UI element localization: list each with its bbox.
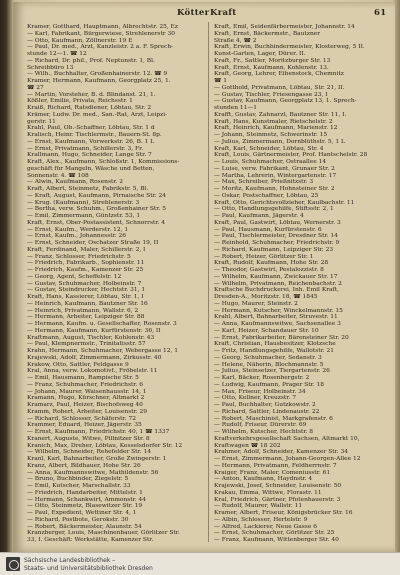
directory-entry-line: Krajewski, Josef, Schneider, Louisenstr. 50: [214, 483, 342, 489]
directory-entry-line: — Wilhelm, Kutscher, Hechtstr. 8: [214, 429, 314, 435]
directory-entry-line: Kunst-Garten, Lager, Dürer. II.: [214, 51, 306, 57]
directory-entry-line: — Robert, Heizer, Görlitzer Str. 1: [214, 253, 314, 260]
directory-entry-line: — Franz, Schuhmacher, Friedrichstr. 6: [27, 381, 144, 388]
footer-line-1: Sächsische Landesbibliothek –: [24, 557, 116, 564]
directory-entry-line: — Ernst, Kaufm., Werderstr. 12, 1: [27, 226, 129, 233]
directory-entry-line: Kral, Anna, verw. Lokomotivf., Fröbelstr. 11: [27, 368, 158, 375]
directory-entry-line: — Max, Schreiber, Prießnitzstr. 3: [214, 179, 314, 186]
directory-entry-line: — Ernst, Schneider, Oschatzer Straße 19, II: [27, 240, 159, 246]
directory-entry-line: — Richard, Dr. phil., Prof. Neptunstr. 1, Bl.: [27, 57, 155, 64]
directory-entry-line: Kramarz, Paul, Heizer, Bischofsweg 40: [27, 402, 143, 408]
directory-entry-line: — Richard, Kaufmann, Leipziger Str. 23: [214, 246, 334, 253]
directory-entry-line: Kranzberger, Louis, Maschinenbauer, Görlitzer Str.: [27, 530, 180, 537]
directory-entry-line: — Otto, Kellner, Kreuzstr. 7: [214, 395, 296, 402]
directory-entry-line: — Anton, Kaufmann, Haydnstr. 4: [214, 476, 313, 483]
directory-entry-line: gerstr. 11: [27, 118, 56, 125]
directory-entry-line: Kraft, Karl, Schneider, Löbtau, Str. 4: [214, 145, 324, 152]
directory-entry-line: stunde 12—1. ☎ 12: [27, 51, 87, 57]
directory-entry-line: — Anna, Kaufmannswitwe, Mathildenstr. 56: [27, 469, 159, 476]
directory-entry-line: Kraft, Rudolf, Kaufmann, Hohe Str. 28: [214, 260, 329, 267]
directory-entry-line: — Richard, Schlosser, Schäferstr. 72: [27, 415, 136, 422]
directory-entry-line: — Hermann, Schankwirt, Ammonstr. 44: [27, 496, 147, 503]
directory-entry-line: Kraft, Otto, Gerichtsvollzieher, Kaulbachstr. 11: [214, 199, 355, 206]
directory-entry-line: Straße 4, ☎ 2: [214, 37, 257, 44]
directory-entry-line: — Wilh., Buchhalter, Großenhainerstr. 12. ☎ 9: [27, 71, 168, 78]
directory-entry-line: Krahn, Hermann, Schuhmacher, Webergasse 12, 1: [27, 348, 179, 354]
directory-entry-line: Kraftwagen ☎ 18 202: [214, 442, 281, 449]
directory-entry-line: — Wilhelm, Privatmann, Reichenbachstr. 2: [214, 280, 342, 287]
directory-entry-line: — Johann, Steinmetz, Schwerinstr. 15: [214, 132, 328, 138]
directory-entry-line: Kramer, Albert, Friseur, Königsbrücker Str. 16: [214, 510, 353, 516]
directory-entry-line: — Heinrich, Kaufmann, Bautzner Str. 16: [27, 300, 148, 307]
directory-entry-line: — Otto, Handlungsgehilfe, Stiftsstr. 2, 1: [214, 206, 334, 213]
directory-entry-line: Krahl, Albert, Bahnarbeiter, Struvestr. 11: [214, 314, 338, 321]
directory-entry-line: — Luise, verw. Fabrikant, Grunaer Str. 2: [214, 165, 335, 172]
directory-entry-line: — Ernst, Kaufmann, Friedrichstr. 40, 1 ☎ 1337: [27, 429, 170, 435]
directory-entry-line: — Albin, Schlosser, Hertelstr. 9: [214, 516, 308, 523]
column-divider: [208, 22, 209, 542]
directory-entry-line: — Hermann, Kaufmann, Kurfürstenstr. 36, II: [27, 327, 161, 334]
directory-entry-line: Kraftmann, August, Tischler, Kohlenstr. 43: [27, 334, 155, 341]
directory-entry-line: — Johann, Maurer, Waisenhausstr. 14, 1: [27, 388, 147, 395]
directory-entry-line: Kraft, Heinrich, Kaufmann, Marienstr. 12: [214, 125, 338, 132]
directory-entry-line: Kramann, Hugo, Kürschner, Altmarkt 2: [27, 395, 145, 402]
directory-entry-line: — Max, Friseur, Holbeinstr. 34: [214, 388, 306, 395]
directory-entry-line: Kramm, Robert, Arbeiter, Louisenstr. 29: [27, 408, 148, 415]
directory-entry-line: — Helene, Näherin, Blochmannstr. 5: [214, 361, 324, 368]
directory-entry-line: Kraft, Fr., Sattler, Moritzburger Str. 13: [214, 57, 331, 64]
directory-entry-line: — Ernst, Kaufm., Johannesstr. 26: [27, 233, 127, 240]
directory-entry-line: Kraft, Ernst, Kaufmann, Kohlenstr. 13.: [214, 64, 329, 71]
directory-entry-line: Kramer, Hermann, Kaufmann, Georgplatz 25, 1.: [27, 78, 171, 84]
directory-entry-line: — Gustav, Kaufmann, Georgplatz 13, 1. Sprech-: [214, 98, 357, 105]
directory-entry-line: — Karl, Fabrikant, Bürgerwiese, Strehlenerstr 30: [27, 30, 175, 37]
directory-entry-line: Kraft, Hans, Kunstmaler, Rietschelstr. 2: [214, 118, 333, 125]
directory-entry-line: — Gotthold, Privatmann, Löbtau, Str. 21, II.: [214, 84, 345, 91]
directory-entry-line: — Paul, Klempnermstr., Trinitatisstr. 57: [27, 341, 146, 348]
directory-entry-line: — Krug. (Kaufmann), Strehlenerstr. 3: [27, 199, 140, 206]
directory-entry-line: Kraiß, Richard, Ratsdiener, Löbtau, Str. 2: [27, 105, 152, 111]
directory-entry-line: — Paul, Dr. med., Arzt, Kanzleistr. 2 a. F. Sprech-: [27, 44, 174, 51]
directory-entry-line: Krakow, Otto, Sattler, Feldgasse 9: [27, 361, 129, 368]
header-left-term: Kötter: [177, 8, 210, 18]
directory-entry-line: — Alfred, Lackierer, Neue Gasse 6: [214, 523, 317, 530]
directory-entry-line: — Karl, Heizer, Schandauer Str. 10: [214, 327, 319, 334]
directory-entry-line: Krafft, Gustav, Zahnarzt, Bautzner Str. 11, I.: [214, 111, 347, 118]
directory-entry-line: Kranich, Max, Dreher, Löbtau, Kesselsdorfer Str. 12: [27, 442, 183, 449]
directory-entry-line: — Wilhelm, Schneider, Rehefelder Str. 14: [27, 449, 151, 456]
directory-entry-line: — Wilhelm, Kaufmann, Zwickauer Str. 17: [214, 273, 338, 280]
directory-entry-line: — Ernst, Kaufmann, Vorwerkstr. 26, B. 1 L: [27, 138, 155, 145]
directory-entry-line: — Richard, Postbote, Gerokstr. 30: [27, 516, 129, 523]
directory-entry-line: — Paul, Expedient, Wettiner Str. 4, 1: [27, 510, 137, 516]
directory-entry-line: — Paul, Kaufmann, Jägerstr. 4: [214, 213, 304, 219]
directory-entry-line: Krahl, Paul, Ob.-Schaffner, Löbtau, Str. 1 d: [27, 125, 155, 132]
directory-entry-line: — Hermann, Arbeiter, Leipziger Str. 88: [27, 314, 145, 321]
directory-entry-line: — Georg, Agent, Scheffelstr. 12: [27, 273, 122, 280]
directory-entry-line: — Rudolf, Friseur, Dürerstr. 69: [214, 422, 307, 429]
directory-entry-line: — Martin, Vorsteher, B. d. Blindanst. 21, 1.: [27, 91, 156, 98]
directory-entry-line: — Heinrich, Privatmann, Wallstr. 6, 2: [27, 307, 139, 314]
directory-entry-line: — Franz, Schlosser, Friedrichstr. 5: [27, 253, 131, 260]
directory-page: [13, 2, 395, 552]
directory-entry-line: — Bruno, Buchbinder, Ziegelstr. 5: [27, 476, 129, 483]
directory-entry-line: — Hermann, Kaufm. u. Gesellschafter, Rosenstr. 3: [27, 321, 177, 327]
directory-entry-line: Sonnenstr. 4. ☎ 108: [27, 172, 89, 179]
directory-entry-line: Kralisch, Heinr. Tischlermstr., Bauern-St. 8p.: [27, 132, 162, 138]
directory-entry-line: Krakau, Emma, Wittwe, Florastr. 11: [214, 489, 322, 496]
directory-entry-line: Kraft, Georg, Lehrer, Eibenstock, Chemnitz: [214, 71, 344, 78]
directory-entry-line: Krahmer, Adolf, Schneider, Kamenzer Str. 34: [214, 449, 349, 456]
directory-entry-line: — Hermann, Kutscher, Winckelmannstr. 15: [214, 307, 343, 314]
directory-entry-line: Kraft, Ferdinand, Maler, Schillerstr. 2, I: [27, 246, 146, 253]
directory-entry-line: — Ernst, Fabrikarbeiter, Bärensteiner Str. 20: [214, 334, 349, 341]
left-column: [27, 24, 205, 542]
directory-entry-line: — Kraft, August, Kaufmann, Pirnaische Str. 24: [27, 192, 166, 199]
directory-entry-line: — Gustav, Schuhmacher, Holbeinstr. 7: [27, 280, 142, 287]
directory-entry-line: — Richard, Sattler, Lindenaustr. 22: [214, 408, 320, 415]
library-logo-icon: [6, 557, 20, 571]
directory-entry-line: — Paul, Buchhalter, Gutzkowstr. 2: [214, 402, 316, 408]
directory-entry-line: Krallmann, Hugo, Schneider, Lange Str. 7: [27, 152, 152, 159]
directory-entry-line: ☎ 1: [214, 78, 227, 84]
directory-entry-line: Kraftverkehrsgesellschaft Sachsen, Altmarkt 10,: [214, 435, 360, 442]
directory-entry-line: — Martha, Lehrerin, Wintergartenstr. 17: [214, 172, 337, 179]
directory-entry-line: Kraft, Ernst, Ober-Postassistent, Schnorrstr. 4: [27, 219, 165, 226]
library-footer: [0, 552, 400, 575]
directory-entry-line: — Alwin, Kaufmann, Rosenstr. 2: [27, 179, 124, 186]
directory-entry-line: — Gustav, Steindrucker, Hechtstr. 31, 1: [27, 287, 146, 294]
directory-entry-line: — Bertha, verw. Schuhm., Großenhainer Str. 5: [27, 206, 166, 213]
directory-entry-line: Kraft, Hans, Kassierer, Löbtau, Str. 1, I: [27, 294, 144, 300]
header-right-term: Kraft: [210, 8, 237, 18]
directory-entry-line: Kößler, Emilie, Privata, Reichsstr. 1: [27, 98, 133, 105]
directory-entry-line: Kranz, Albert, Bildhauer, Hohe Str. 26: [27, 462, 141, 469]
directory-entry-line: Kraft, Ernst, Bäckermstr., Bautzner: [214, 30, 321, 37]
directory-entry-line: — Emil, Hausmann, Rampische Str. 5: [27, 375, 139, 381]
directory-entry-line: — Louis, Schuhmacher, Ostraallee 14: [214, 159, 327, 165]
directory-entry-line: — Franz, Kaufmann, Wittenberger Str. 40: [214, 537, 339, 542]
directory-entry-line: — Reinhold, Schuhmacher, Friedrichstr. 9: [214, 240, 340, 246]
directory-entry-line: — Rudolf, Maurer, Wallstr. 11: [214, 503, 303, 510]
directory-entry-line: Kral, Friedrich, Gärtner, Pfotenhauerstr. 3: [214, 496, 341, 503]
directory-entry-line: — Hermann, Privatmann, Feldherrnstr. 7: [214, 462, 337, 469]
page-number: 61: [374, 8, 387, 18]
directory-entry-line: — Ernst, Schuhmacher, Görlitzer Str. 25: [214, 530, 335, 537]
directory-entry-line: Kraft, Albert, Steinmetz, Fabrikstr. 5, Bl.: [27, 186, 149, 192]
directory-entry-line: — Paul, Hausmann, Kurfürstenstr. 6: [214, 226, 322, 233]
directory-entry-line: — Gustav, Tischler, Friesengasse 23, I: [214, 91, 328, 98]
directory-entry-line: — Robert, Bäckermeister, Alaunstr. 54: [27, 523, 142, 530]
directory-entry-line: Krajewski, Adolf, Zimmermann, Zirkusstr. 40: [27, 354, 162, 361]
directory-entry-line: 33, I. Geschäft: Werkstätte, Kamenzer Str.: [27, 537, 154, 542]
directory-entry-line: — Otto, Kaufmann, Zöllnerstr. 19 E: [27, 37, 133, 44]
directory-entry-line: — Friedrich, Fabrikarb., Sophienstr. 11: [27, 260, 145, 267]
page-header: [13, 8, 395, 22]
directory-entry-line: — Anna, Kaufmannswitwe, Sachsenallee 3: [214, 321, 341, 327]
directory-entry-line: — Oskar, Postschaffner, Löbtau, 25: [214, 192, 319, 199]
directory-entry-line: Kraft, Erwin, Buchbindermeister, Klosterweg, 5 II.: [214, 44, 365, 51]
directory-entry-line: — Friedrich, Kaufm., Kamenzer Str. 25: [27, 267, 144, 273]
directory-entry-line: — Otto, Steinmetz, Blasewitzer Str. 19: [27, 503, 143, 510]
directory-entry-line: — Georg, Schuhmacher, Sedanstr. 3: [214, 354, 322, 361]
footer-line-2: Staats- und Universitätsbibliothek Dresden: [24, 565, 153, 572]
directory-entry-line: geschäft für Mangeln, Wäsche und Betten,: [27, 165, 155, 172]
directory-entry-line: Kraiger, Franz, Maler, Comeniusstr. 61: [214, 469, 331, 476]
directory-entry-line: Kraft, Alex., Kaufmann, Schloßstr. 1, Kommissions-: [27, 159, 180, 165]
directory-entry-line: Kraft, Louis, Gärtnermeister, Prof. Hantschelstr. 28: [214, 152, 368, 159]
directory-entry-line: — Emil, Kutscher, Marschallstr. 33: [27, 483, 131, 489]
directory-entry-line: — Moritz, Kaufmann, Hohnsteiner Str. 2: [214, 186, 335, 192]
directory-entry-line: Schreibbüro 13: [27, 64, 74, 71]
directory-entry-line: Krammer, Eduard, Heizer, Jägerstr. 35: [27, 422, 142, 429]
directory-entry-line: — Emil, Zimmermann, Güntzstr. 53, 1: [27, 213, 141, 219]
directory-entry-line: — Paul, Tischlermeister, Dresdner Str. 14: [214, 233, 338, 240]
directory-entry-line: — Julius, Steinsetzer, Tiergartenstr. 26: [214, 368, 330, 375]
directory-entry-line: — Ernst, Zimmermann, Johann-Georgen-Allee 12: [214, 456, 361, 462]
directory-entry-line: — Julius, Zimmermann, Dornblüthstr. 5, 1 L: [214, 138, 345, 145]
directory-entry-line: Kraft, Christian, Hausbesitzer, Klotzsche: [214, 341, 336, 348]
directory-entry-line: stunden 11—1: [214, 105, 258, 111]
directory-entry-line: Kraft, Paul, Gastwirt, Löbtau, Wernerstr. 3: [214, 219, 341, 226]
directory-entry-line: Krämer, Ludw. Dr. med., San.-Rat, Arzt, Leipzi-: [27, 111, 168, 118]
directory-entry-line: Kranl, Karl, Bahnarbeiter, Große Zwingerstr. 1: [27, 456, 167, 462]
directory-entry-line: Kranert, Auguste, Witwe, Pillnitzer Str. 8: [27, 435, 150, 442]
directory-entry-line: Dresden-A., Moritzstr. 18, ☎ 1845: [214, 294, 318, 300]
directory-entry-line: Kraft, Emil, Seidenfärbermeister, Johannstr. 14: [214, 24, 355, 30]
directory-entry-line: — Friedrich, Handarbeiter, Mittelstr. 1: [27, 489, 143, 496]
directory-entry-line: — Hugo, Maurer, Steinstr. 2: [214, 300, 298, 307]
directory-entry-line: Kraftsche Buchdruckerei, Inh. Emil Kraft,: [214, 287, 339, 294]
directory-entry-line: — Theodor, Gastwirt, Pestalozzistr. 8: [214, 267, 324, 273]
directory-entry-line: Kramer, Gotthard, Hauptmann, Albrechtstr. 25, Ez: [27, 24, 178, 30]
right-column: [214, 24, 392, 542]
directory-entry-line: — Ludwig, Kaufmann, Prager Str. 18: [214, 381, 325, 388]
directory-entry-line: — Karl, Bäcker, Rosenbergstr. 2: [214, 375, 310, 381]
directory-entry-line: — Ernst, Privatmann, Schillerstr. 3, Fr.: [27, 145, 144, 152]
directory-entry-line: — Fritz, Handlungsgehilfe, Wallotstr. 21: [214, 348, 335, 354]
directory-entry-line: — Robert, Maschinist, Markgrafenstr. 6: [214, 415, 333, 422]
directory-entry-line: ☎ 27: [27, 84, 44, 91]
